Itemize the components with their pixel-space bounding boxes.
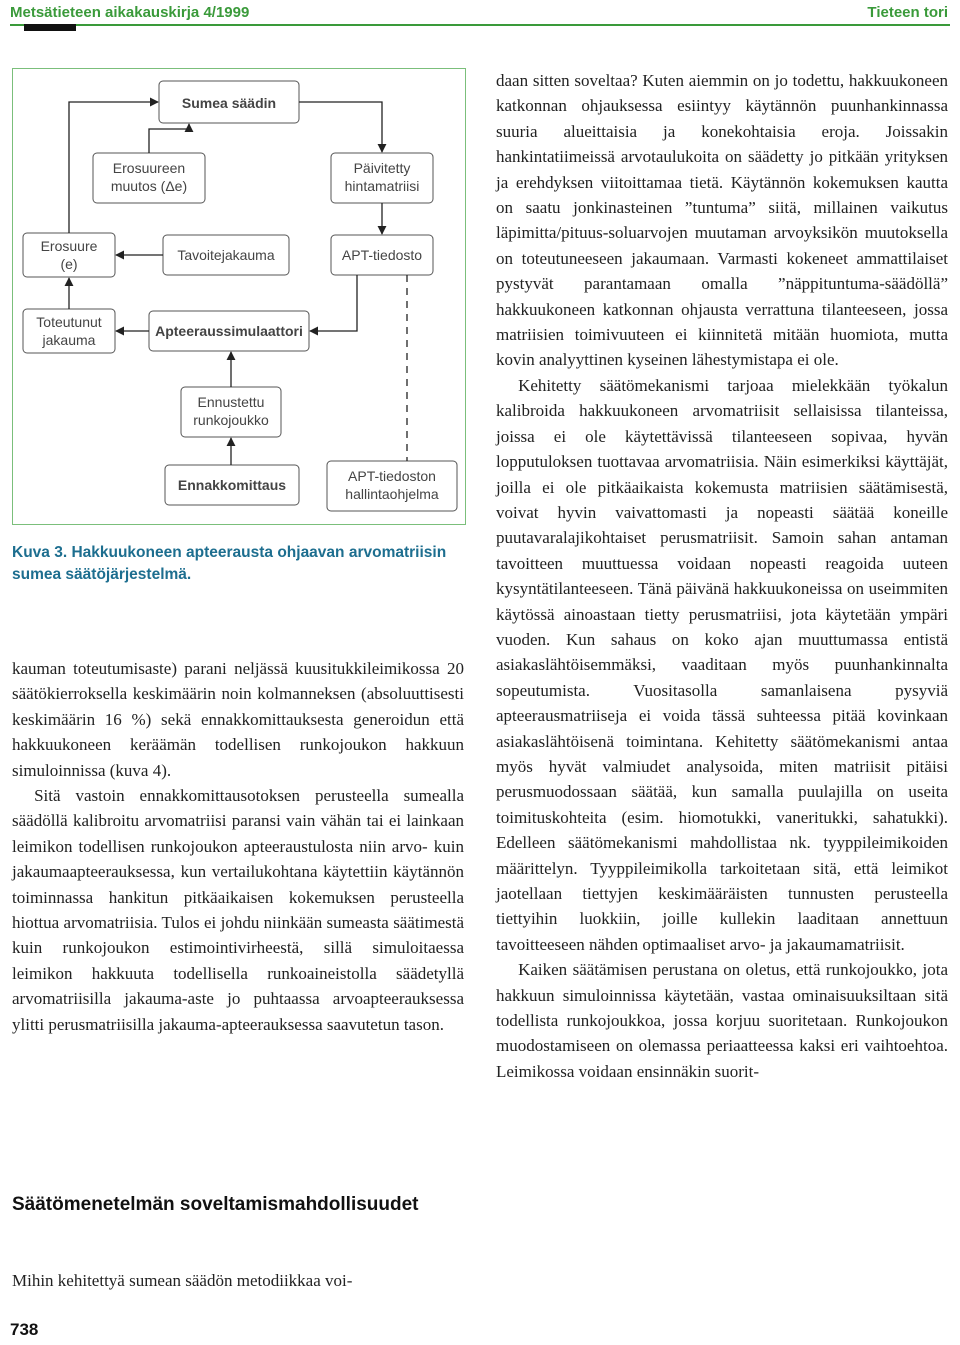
paragraph-left-2: Sitä vastoin ennakkomittausotoksen perusteella sumealla säädöllä kalibroitu arvomatriisi paransi vain vähän tai ei lainkaan leimikon todellisen runkojoukon apteeraustulosta niin arvo- kuin jakaumaapteerauksessa, kun vertailukohtana käytettiin käytännön toiminnassa hankitun pitkäaikaisen kokemuksen perusteella hiottua arvomatriisia. Tulos ei johdu niinkään sumeasta säätimestä kuin runkojoukon estimointivirheestä, sillä simuloitaessa leimikon hakkuuta todellisella runkoaineistolla säädetyllä arvomatriisilla jakauma-aste jo puhtaassa arvoapteerauksessa ylitti perusmatriisilla jakauma-apteerauksessa saavutetun tason.	[12, 786, 464, 1034]
label-apt-hallinta-1: APT-tiedoston	[348, 468, 436, 484]
label-paivitetty-1: Päivitetty	[353, 160, 411, 176]
control-system-diagram	[13, 69, 465, 524]
label-tavoitejakauma: Tavoitejakauma	[177, 247, 275, 263]
header-block	[24, 24, 76, 31]
left-column-text	[12, 656, 464, 1037]
label-erosuure-1: Erosuure	[40, 238, 98, 254]
arrow-saadin-to-paivitetty	[299, 102, 382, 152]
paragraph-right-2: Kehitetty säätömekanismi tarjoaa mielekkään työkalun kalibroida hakkuukoneen arvomatriisit sellaisissa tilanteissa, joissa ei ole käytettävissä tilanteeseen sopivaa, hyvän lopputuloksen tuottavaa arvomatriisia. Näin esimerkiksi käyttäjät, joilla ei ole pitkäaikaista kokemusta matriisien säätämisestä, voivat hyvin vaivattomasti ja nopeasti säätää koneille puutavaralajikohtaiset perusmatriisit. Samoin sahan antaman tavoitteen muuttuessa voidaan nopeasti reagoida uuteen kysyntätilanteeseen. Tänä päivänä hakkuukoneissa on useimmiten käytössä ainoastaan tietty perusmatriisi, jota käytetään ympäri vuoden. Kun sahaus on koko ajan muuttumassa entistä asiakaslähtöisemmäksi, vaaditaan myös puunhankinnalta sopeutumista. Vuositasolla samanlaisena pysyviä apteerausmatriiseja ei voida tässä suhteessa pitää kovinkaan asiakaslähtöisenä toimintana. Kehitetty säätömekanismi antaa myös hyvät valmiudet analysoida, miten matriisit pitäisi perusmuodossaan säätää, kun samalla puulajilla on useita toimituskohteita (esim. hiomotukki, vaneritukki, sahatukki). Edelleen säätömekanismi mahdollistaa nk. tyyppileimikoiden määrittelyn. Tyyppileimikolla tarkoitetaan sitä, että leimikot jaotellaan tiettyjen keskimääräisten tunnusten perusteella tiettyihin luokkiin, joille kullekin laaditaan annettuun tavoitteeseen nähden optimaaliset arvo- ja jakaumamatriisit.	[496, 375, 948, 954]
right-column-text	[496, 68, 948, 1084]
label-toteutunut-2: jakauma	[42, 332, 96, 348]
label-erosuure-2: (e)	[60, 256, 78, 272]
page-number: 738	[10, 1320, 39, 1339]
label-toteutunut-1: Toteutunut	[36, 314, 102, 330]
label-erosuureen-muutos-1: Erosuureen	[112, 160, 186, 176]
figure-caption: Kuva 3. Hakkuukoneen apteerausta ohjaavan arvomatriisin sumea säätöjärjestelmä.	[12, 544, 447, 583]
label-ennustettu-2: runkojoukko	[193, 412, 269, 428]
label-apt-hallinta-2: hallintaohjelma	[345, 486, 439, 502]
journal-title: Metsätieteen aikakauskirja 4/1999	[10, 4, 250, 21]
label-erosuureen-muutos-2: muutos (Δe)	[110, 178, 188, 194]
header-rule	[10, 24, 950, 26]
label-paivitetty-2: hintamatriisi	[344, 178, 420, 194]
arrow-apt-to-simulaattori	[310, 275, 357, 331]
paragraph-right-3: Kaiken säätämisen perustana on oletus, että runkojoukko, jota hakkuun simuloinnissa käytetään, vastaa ominaisuuksiltaan sitä todellista runkojoukkoa, jossa korjuu suoritetaan. Runkojoukon muodostamiseen on olemassa periaatteessa kaksi eri vaihtoehtoa. Leimikossa voidaan ensinnäkin suorit-	[496, 960, 948, 1081]
paragraph-left-3: Mihin kehitettyä sumean säädön metodiikkaa voi-	[12, 1271, 353, 1290]
paragraph-right-1: daan sitten soveltaa? Kuten aiemmin on jo todettu, hakkuukoneen katkonnan ohjauksessa esiintyy käytännön puunhankinnassa suuria alueittaisia ja konekohtaisia eroja. Joissakin hankintatiimeissä arvotaulukoita on säädetty jo pitkään yrityksen ja erehdyksen viitoittamaa tietä. Käytännön kokemuksen kautta on saatu jonkinasteinen ”tuntuma” siitä, millainen vaikutus läpimitta/pituus-soluarvojen muutaman arvoyksikön muutoksella on toteutuneeseen jakaumaan. Varmasti kokeneet ammattilaiset pystyvät parantamaan omalla ”näppituntuma-säädöllä” hakkuukoneen katkonnan ohjausta verrattuna tilanteeseen, jossa matriisien toimivuuteen ei kiinnitetä mitään huomiota, mutta kovin analyyttinen kyseinen lähestymistapa ei ole.	[496, 71, 948, 370]
label-apt-tiedosto: APT-tiedosto	[341, 247, 423, 263]
arrow-muutos-to-saadin	[149, 124, 189, 153]
section-heading: Säätömenetelmän soveltamismahdollisuudet	[12, 1194, 419, 1215]
label-ennustettu-1: Ennustettu	[197, 394, 265, 410]
label-apteeraussimulaattori: Apteeraussimulaattori	[155, 323, 303, 339]
left-column-continuation	[12, 1268, 464, 1293]
paragraph-left-1: kauman toteutumisaste) parani neljässä kuusitukkileimikossa 20 säätökierroksella keskimäärin noin kolmanneksen (absoluuttisesti keskimäärin 16 %) sekä ennakkomittauksesta generoidun että hakkuukoneen keräämän todellisen runkojoukon hakkuun simuloinnissa (kuva 4).	[12, 659, 464, 780]
figure-frame	[12, 68, 466, 525]
label-ennakkomittaus: Ennakkomittaus	[177, 477, 287, 493]
section-title: Tieteen tori	[867, 4, 948, 21]
label-sumea-saadin: Sumea säädin	[181, 95, 277, 111]
